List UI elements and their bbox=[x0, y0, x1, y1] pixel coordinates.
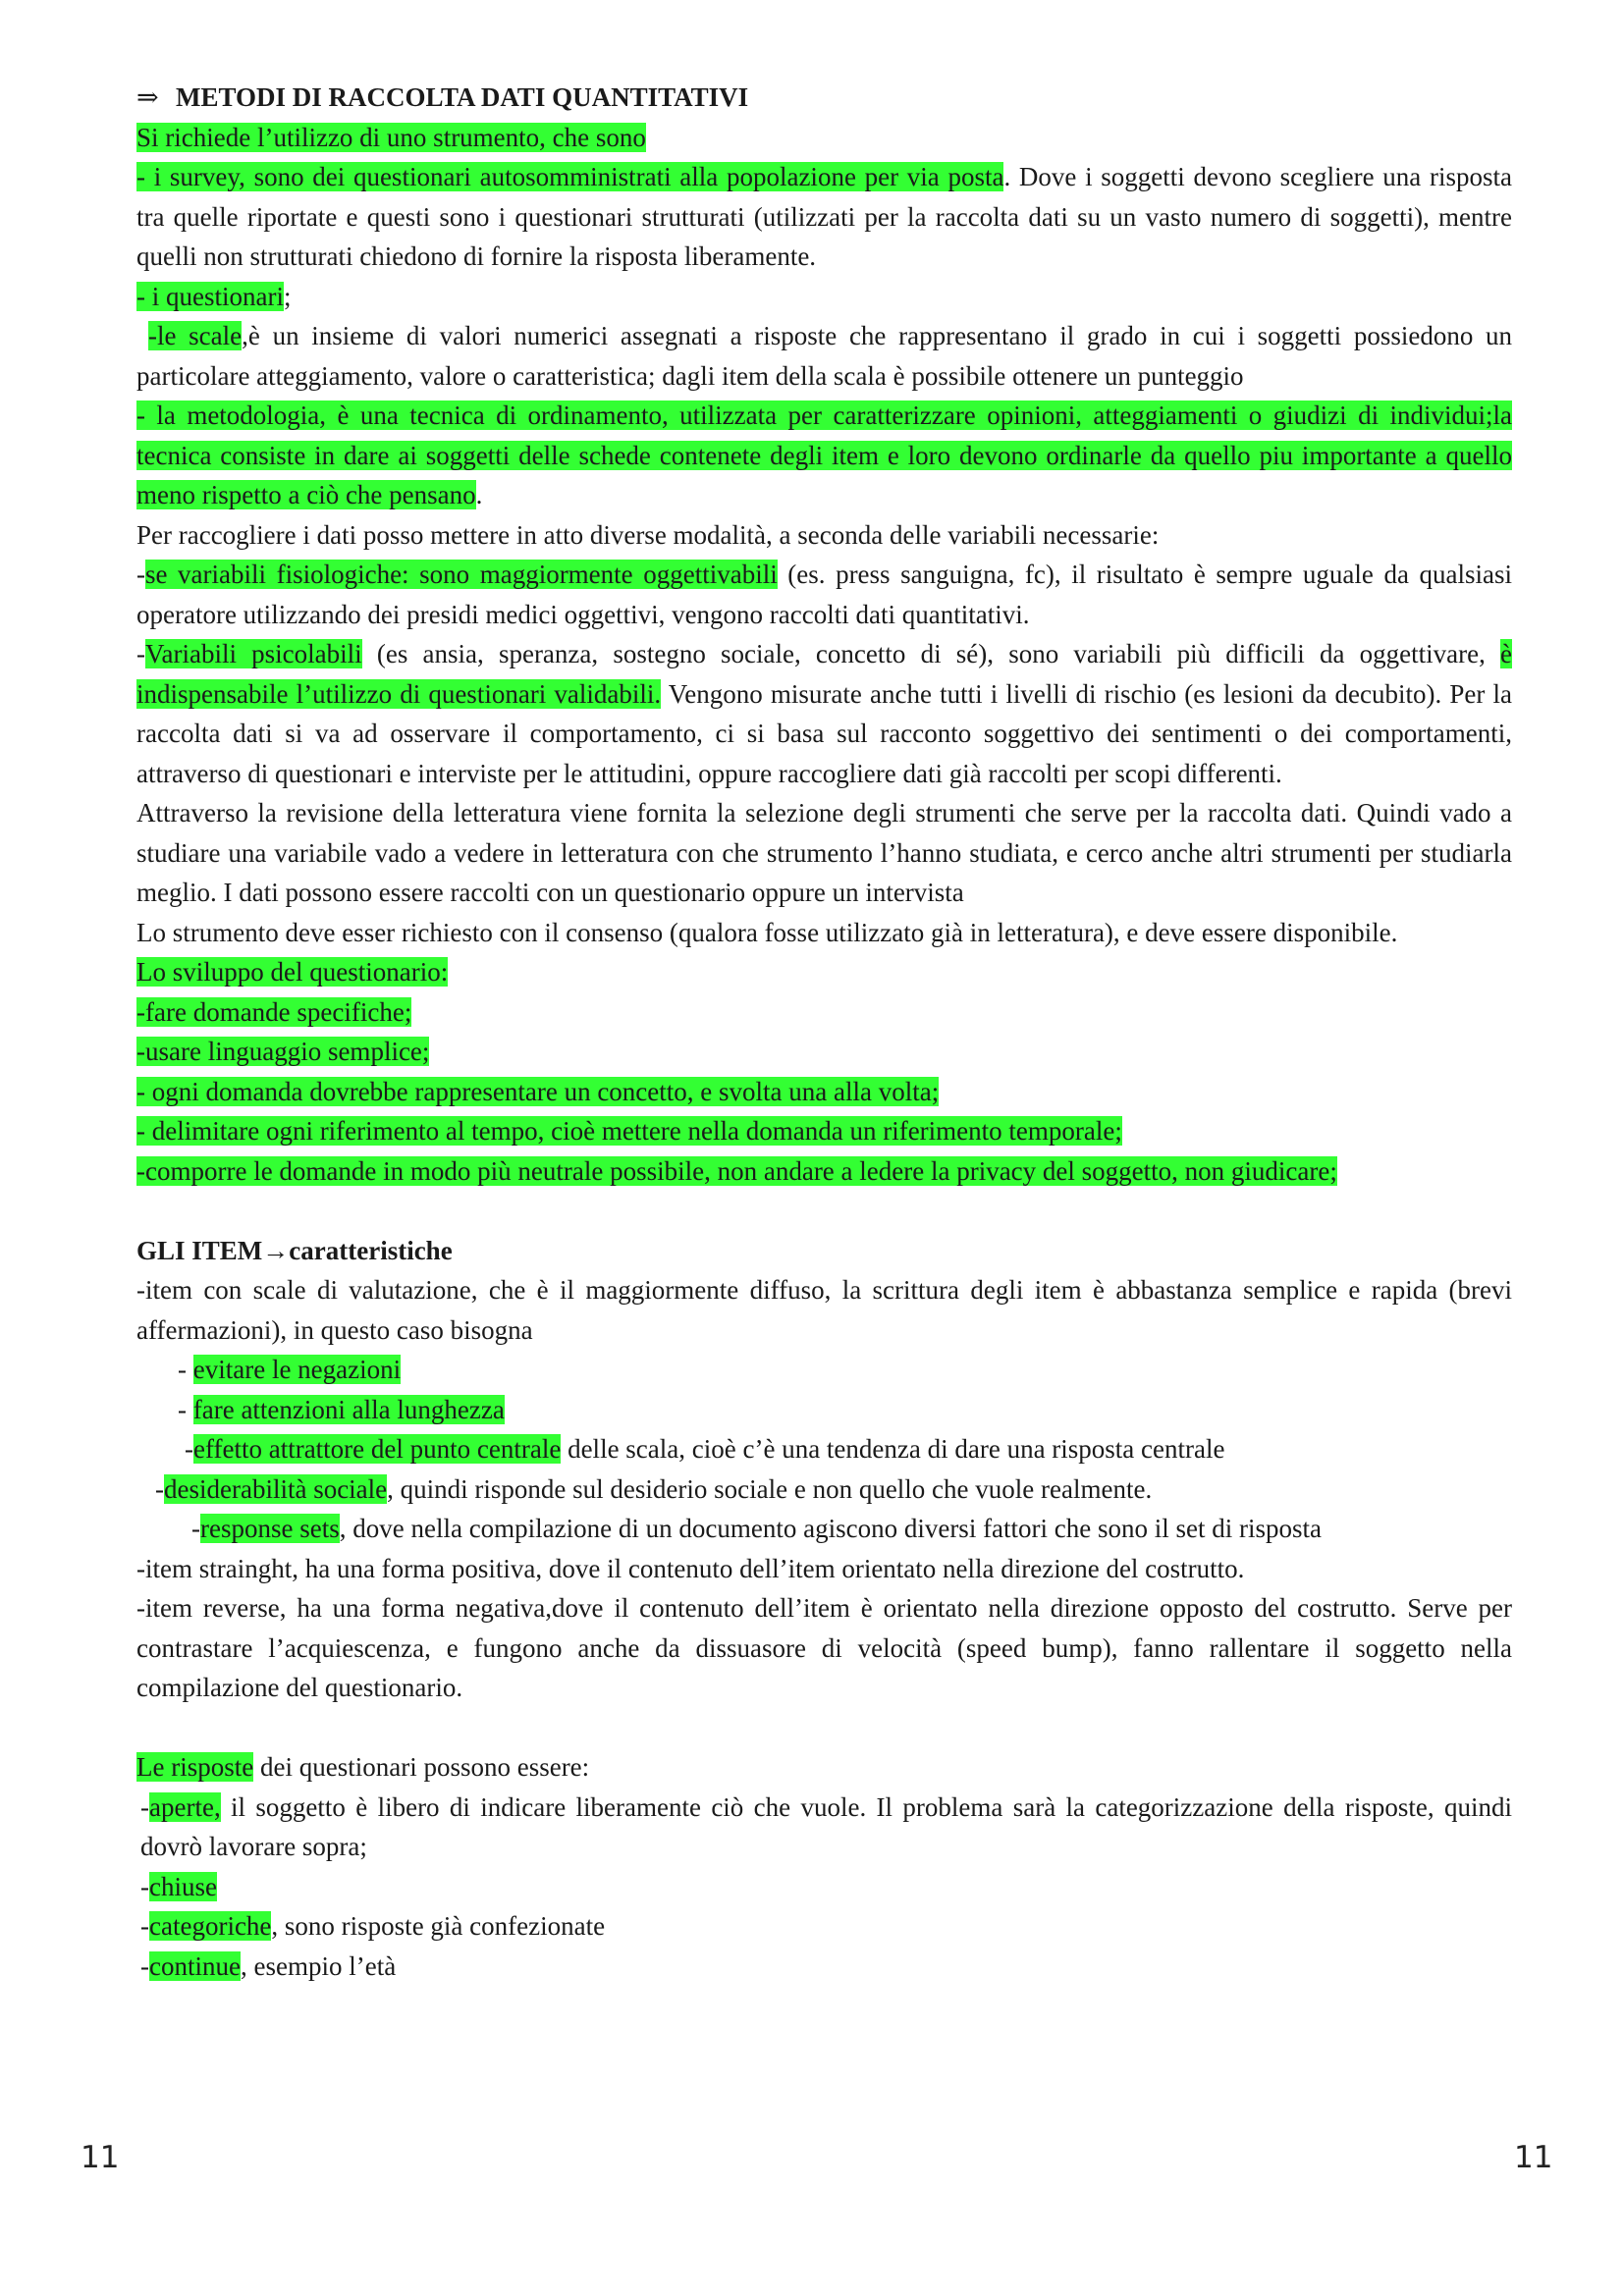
section-title: METODI DI RACCOLTA DATI QUANTITATIVI bbox=[176, 82, 749, 112]
fisio-text: (es. press sanguigna, fc), il risultato è sempre uguale da qualsiasi operatore utilizzando dei presidi medici oggettivi, vengono raccolti dati quantitativi. bbox=[136, 560, 1512, 629]
reverse-paragraph: -item reverse, ha una forma negativa,dove il contenuto dell’item è orientato nella direzione opposto del costrutto. Serve per contrastare l’acquiescenza, e fungono anche da dissuasore di velocità (speed bump), fanno rallentare il soggetto nella compilazione del questionario. bbox=[136, 1593, 1512, 1702]
survey-paragraph bbox=[136, 157, 1512, 277]
scale-highlight: -le scale bbox=[148, 321, 243, 350]
bisogna-item-response: -response sets, dove nella compilazione di un documento agiscono diversi fattori che sono il set di risposta bbox=[191, 1514, 1322, 1543]
psico-text: Vengono misurate anche tutti i livelli di rischio (es lesioni da decubito). Per la raccolta dati si va ad osservare il comportamento, ci si basa sul racconto soggettivo dei sentimenti o dei comportamenti, attraverso di questionari e interviste per le attitudini, oppure raccogliere dati già raccolti per scopi differenti. bbox=[136, 678, 1513, 788]
letteratura-paragraph: Attraverso la revisione della letteratura viene fornita la selezione degli strumenti che serve per la raccolta dati. Quindi vado a studiare una variabile vado a vedere in letteratura con che strumento l’hanno studiata, e cerco anche altri strumenti per studiarla meglio. I dati possono essere raccolti con un questionario oppure un intervista bbox=[136, 798, 1512, 907]
psicolabili-paragraph bbox=[136, 634, 1512, 793]
metodologia-text: . bbox=[475, 480, 483, 509]
risposte-highlight: Le risposte bbox=[136, 1752, 254, 1782]
psico-text-mid: (es ansia, speranza, sostegno sociale, concetto di sé), sono variabili più difficili da oggettivare, bbox=[361, 639, 1501, 668]
questionari-line bbox=[136, 277, 1512, 317]
modalita-paragraph: Per raccogliere i dati posso mettere in atto diverse modalità, a seconda delle variabili necessarie: bbox=[136, 519, 1160, 550]
bisogna-item-lunghezza: - fare attenzioni alla lunghezza bbox=[178, 1394, 505, 1424]
straight-paragraph: -item strainght, ha una forma positiva, dove il contenuto dell’item orientato nella direzione del costrutto. bbox=[136, 1553, 1245, 1583]
document-page bbox=[136, 78, 1512, 1986]
list-item: -usare linguaggio semplice; bbox=[136, 1037, 430, 1066]
metodologia-highlight: - la metodologia, è una tecnica di ordinamento, utilizzata per caratterizzare opinioni, atteggiamenti o giudizi di individui;la tecnica consiste in dare ai soggetti delle schede contenete degli item e loro devono ordinarle da quello piu importante a quello meno rispetto a ciò che pensano bbox=[136, 400, 1512, 509]
list-item: - delimitare ogni riferimento al tempo, cioè mettere nella domanda un riferimento temporale; bbox=[136, 1116, 1122, 1146]
scale-paragraph bbox=[136, 316, 1512, 396]
psico-highlight-1: Variabili psicolabili bbox=[145, 639, 362, 668]
page-number-right: 11 bbox=[1514, 2140, 1553, 2175]
bisogna-item-attrattore: -effetto attrattore del punto centrale delle scala, cioè c’è una tendenza di dare una risposta centrale bbox=[185, 1434, 1225, 1464]
fisiologiche-paragraph bbox=[136, 555, 1512, 634]
list-item: -fare domande specifiche; bbox=[136, 996, 412, 1027]
risposte-categoriche: -categoriche, sono risposte già confezionate bbox=[140, 1911, 606, 1941]
scale-text: ,è un insieme di valori numerici assegnati a risposte che rappresentano il grado in cui i soggetti possiedono un particolare atteggiamento, valore o caratteristica; dagli item della scala è possibile ottenere un punteggio bbox=[136, 321, 1513, 391]
bisogna-item-negazioni: - evitare le negazioni bbox=[178, 1355, 402, 1384]
risposte-intro: Le risposte dei questionari possono essere: bbox=[136, 1752, 590, 1782]
intro-text: Si richiede l’utilizzo di uno strumento, che sono bbox=[136, 122, 646, 152]
risposte-aperte: -aperte, il soggetto è libero di indicare liberamente ciò che vuole. Il problema sarà la categorizzazione della risposte, quindi dovrò lavorare sopra; bbox=[140, 1791, 1512, 1861]
psico-highlight-2: è indispensabile l’utilizzo di questionari validabili. bbox=[136, 639, 1513, 709]
item-scale-paragraph: -item con scale di valutazione, che è il maggiormente diffuso, la scrittura degli item è abbastanza semplice e rapida (brevi affermazioni), in questo caso bisogna bbox=[136, 1275, 1512, 1345]
item-heading: GLI ITEM→caratteristiche bbox=[136, 1235, 453, 1265]
psico-prefix: - bbox=[136, 639, 145, 668]
list-item: -comporre le domande in modo più neutrale possibile, non andare a ledere la privacy del soggetto, non giudicare; bbox=[136, 1155, 1337, 1186]
survey-highlight: - i survey, sono dei questionari autosomministrati alla popolazione per via posta bbox=[136, 162, 1004, 191]
page-number-left: 11 bbox=[81, 2140, 120, 2175]
survey-text: . Dove i soggetti devono scegliere una risposta tra quelle riportate e questi sono i questionari strutturati (utilizzati per la raccolta dati su un vasto numero di soggetti), mentre quelli non strutturati chiedono di fornire la risposta liberamente. bbox=[136, 162, 1512, 271]
bisogna-item-desiderabilita: -desiderabilità sociale, quindi risponde sul desiderio sociale e non quello che vuole realmente. bbox=[155, 1473, 1153, 1504]
risposte-continue: -continue, esempio l’età bbox=[140, 1950, 397, 1981]
spacer bbox=[136, 1708, 1512, 1748]
right-arrow-icon: ⇒ bbox=[136, 82, 159, 112]
metodologia-paragraph bbox=[136, 396, 1512, 515]
fisio-highlight: se variabili fisiologiche: sono maggiormente oggettivabili bbox=[145, 560, 778, 589]
spacer bbox=[136, 1191, 1512, 1231]
questionari-text: ; bbox=[283, 281, 292, 311]
list-item: - ogni domanda dovrebbe rappresentare un concetto, e svolta una alla volta; bbox=[136, 1076, 940, 1106]
sviluppo-title-line bbox=[136, 952, 1512, 992]
intro-line bbox=[136, 118, 1512, 158]
sviluppo-title: Lo sviluppo del questionario: bbox=[136, 957, 449, 987]
fisio-prefix: - bbox=[136, 560, 145, 589]
questionari-highlight: - i questionari bbox=[136, 281, 284, 311]
consenso-paragraph: Lo strumento deve esser richiesto con il consenso (qualora fosse utilizzato già in letteratura), e deve essere disponibile. bbox=[136, 917, 1398, 947]
risposte-chiuse: -chiuse bbox=[140, 1871, 217, 1901]
section-heading bbox=[136, 78, 1512, 118]
